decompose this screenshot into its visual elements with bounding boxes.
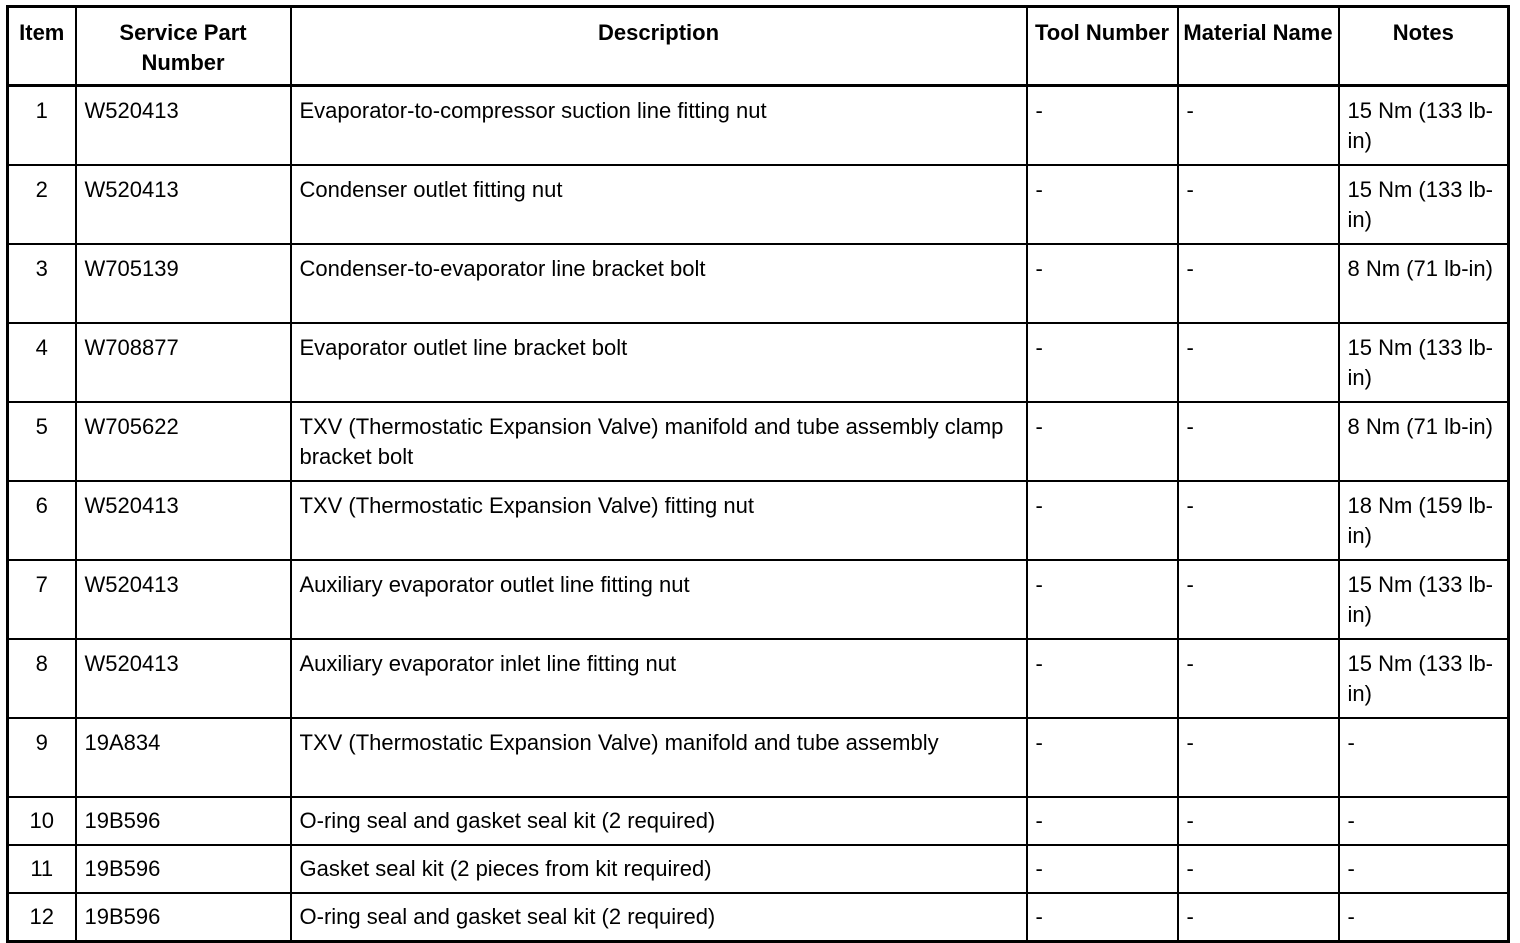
table-row — [8, 845, 1509, 893]
cell-item: 10 — [8, 797, 76, 845]
cell-material: - — [1178, 165, 1339, 244]
cell-description: Auxiliary evaporator inlet line fitting nut — [291, 639, 1027, 718]
cell-notes: 15 Nm (133 lb-in) — [1339, 86, 1509, 166]
cell-material: - — [1178, 797, 1339, 845]
parts-table — [6, 5, 1510, 943]
cell-tool: - — [1027, 244, 1178, 323]
cell-item: 6 — [8, 481, 76, 560]
cell-material: - — [1178, 402, 1339, 481]
cell-tool: - — [1027, 797, 1178, 845]
cell-material: - — [1178, 86, 1339, 166]
cell-notes: - — [1339, 893, 1509, 942]
cell-description: Condenser outlet fitting nut — [291, 165, 1027, 244]
header-item: Item — [8, 7, 76, 86]
cell-description: Evaporator outlet line bracket bolt — [291, 323, 1027, 402]
cell-tool: - — [1027, 893, 1178, 942]
header-notes: Notes — [1339, 7, 1509, 86]
table-header-row — [8, 7, 1509, 86]
cell-tool: - — [1027, 86, 1178, 166]
cell-tool: - — [1027, 845, 1178, 893]
cell-notes: 15 Nm (133 lb-in) — [1339, 560, 1509, 639]
cell-notes: - — [1339, 797, 1509, 845]
cell-part: W520413 — [76, 481, 291, 560]
cell-notes: 15 Nm (133 lb-in) — [1339, 323, 1509, 402]
cell-description: Gasket seal kit (2 pieces from kit required) — [291, 845, 1027, 893]
cell-tool: - — [1027, 639, 1178, 718]
header-material-name: Material Name — [1178, 7, 1339, 86]
cell-description: O-ring seal and gasket seal kit (2 required) — [291, 893, 1027, 942]
cell-item: 12 — [8, 893, 76, 942]
table-row — [8, 560, 1509, 639]
cell-tool: - — [1027, 402, 1178, 481]
cell-tool: - — [1027, 481, 1178, 560]
cell-material: - — [1178, 845, 1339, 893]
cell-item: 8 — [8, 639, 76, 718]
header-description: Description — [291, 7, 1027, 86]
cell-material: - — [1178, 893, 1339, 942]
cell-tool: - — [1027, 560, 1178, 639]
cell-material: - — [1178, 323, 1339, 402]
cell-part: W520413 — [76, 86, 291, 166]
cell-material: - — [1178, 560, 1339, 639]
header-service-part-number: Service Part Number — [76, 7, 291, 86]
cell-item: 7 — [8, 560, 76, 639]
cell-item: 3 — [8, 244, 76, 323]
cell-tool: - — [1027, 323, 1178, 402]
header-tool-number: Tool Number — [1027, 7, 1178, 86]
cell-part: 19B596 — [76, 893, 291, 942]
cell-notes: 15 Nm (133 lb-in) — [1339, 165, 1509, 244]
cell-tool: - — [1027, 718, 1178, 797]
table-row — [8, 323, 1509, 402]
cell-description: Condenser-to-evaporator line bracket bolt — [291, 244, 1027, 323]
cell-description: TXV (Thermostatic Expansion Valve) manifold and tube assembly — [291, 718, 1027, 797]
cell-part: 19B596 — [76, 845, 291, 893]
cell-item: 4 — [8, 323, 76, 402]
cell-description: Evaporator-to-compressor suction line fitting nut — [291, 86, 1027, 166]
cell-notes: 15 Nm (133 lb-in) — [1339, 639, 1509, 718]
cell-notes: 8 Nm (71 lb-in) — [1339, 244, 1509, 323]
cell-notes: 8 Nm (71 lb-in) — [1339, 402, 1509, 481]
table-row — [8, 718, 1509, 797]
cell-item: 2 — [8, 165, 76, 244]
cell-item: 5 — [8, 402, 76, 481]
cell-part: W708877 — [76, 323, 291, 402]
cell-description: TXV (Thermostatic Expansion Valve) manifold and tube assembly clamp bracket bolt — [291, 402, 1027, 481]
cell-material: - — [1178, 718, 1339, 797]
cell-part: W520413 — [76, 639, 291, 718]
cell-item: 1 — [8, 86, 76, 166]
cell-tool: - — [1027, 165, 1178, 244]
cell-part: 19A834 — [76, 718, 291, 797]
table-row — [8, 639, 1509, 718]
table-row — [8, 893, 1509, 942]
cell-notes: - — [1339, 845, 1509, 893]
cell-material: - — [1178, 244, 1339, 323]
cell-part: W705139 — [76, 244, 291, 323]
cell-part: W705622 — [76, 402, 291, 481]
table-row — [8, 481, 1509, 560]
cell-part: W520413 — [76, 165, 291, 244]
table-row — [8, 86, 1509, 166]
cell-material: - — [1178, 639, 1339, 718]
cell-part: 19B596 — [76, 797, 291, 845]
cell-notes: - — [1339, 718, 1509, 797]
cell-description: O-ring seal and gasket seal kit (2 required) — [291, 797, 1027, 845]
cell-description: Auxiliary evaporator outlet line fitting nut — [291, 560, 1027, 639]
table-row — [8, 244, 1509, 323]
cell-item: 11 — [8, 845, 76, 893]
cell-material: - — [1178, 481, 1339, 560]
cell-notes: 18 Nm (159 lb-in) — [1339, 481, 1509, 560]
cell-part: W520413 — [76, 560, 291, 639]
table-row — [8, 797, 1509, 845]
cell-item: 9 — [8, 718, 76, 797]
table-row — [8, 165, 1509, 244]
cell-description: TXV (Thermostatic Expansion Valve) fitting nut — [291, 481, 1027, 560]
table-row — [8, 402, 1509, 481]
